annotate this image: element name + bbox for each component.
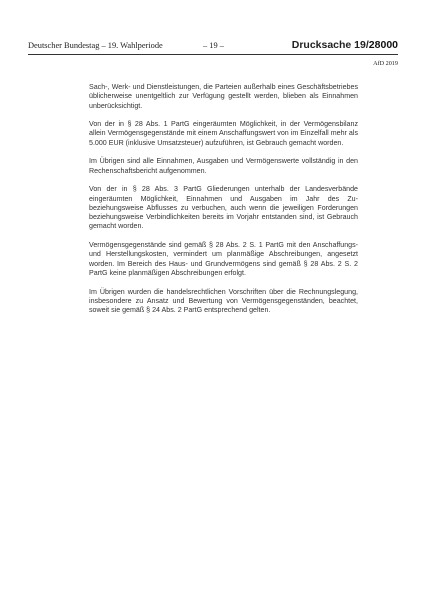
paragraph: Von der in § 28 Abs. 1 PartG eingeräumten Möglichkeit, in der Vermögensbilanz allein Vermögensgegenstände mit einem Anschaffungswert von im Einzelfall mehr als 5.000 EUR (inklusive Umsatzsteuer) aufzuführen, ist Gebrauch gemacht worden. xyxy=(89,120,358,147)
page-number: – 19 – xyxy=(203,41,224,50)
document-number xyxy=(292,39,398,51)
report-tag: AfD 2019 xyxy=(373,60,398,67)
paragraph: Von der in § 28 Abs. 3 PartG Gliederungen unterhalb der Landesverbände eingeräumten Möglichkeit, Einnahmen und Ausgaben im Jahr des Zu- beziehungsweise Abflusses zu verbuchen, auch wenn die jeweiligen Forderungen beziehungsweise Verbindlichkeiten bereits im Vorjahr entstanden sind, ist Gebrauch gemacht worden. xyxy=(89,185,358,231)
paragraph: Vermögensgegenstände sind gemäß § 28 Abs. 2 S. 1 PartG mit den Anschaffungs- und Herstellungskosten, vermindert um planmäßige Abschreibungen, angesetzt worden. Im Bereich des Haus- und Grundvermögens sind gemäß § 28 Abs. 2 S. 2 PartG keine planmäßigen Abschreibungen erfolgt. xyxy=(89,241,358,277)
paragraph: Im Übrigen sind alle Einnahmen, Ausgaben und Vermögenswerte vollständig in den Rechenschaftsbericht aufgenommen. xyxy=(89,157,358,175)
document-number-value: 28000 xyxy=(368,39,398,51)
header-publisher: Deutscher Bundestag – 19. Wahlperiode xyxy=(28,41,163,50)
document-number-label: Drucksache 19/ xyxy=(291,39,369,51)
paragraph: Sach-, Werk- und Dienstleistungen, die Parteien außerhalb eines Geschäftsbetriebes üblicherweise unentgeltlich zur Verfügung gestellt werden, blieben als Einnahmen unberücksichtigt. xyxy=(89,83,358,110)
paragraph: Im Übrigen wurden die handelsrechtlichen Vorschriften über die Rechnungslegung, insbesondere zu Ansatz und Bewertung von Vermögensgegenständen, beachtet, soweit sie gemäß § 24 Abs. 2 PartG entsprechend gelten. xyxy=(89,287,358,315)
page-header xyxy=(28,40,398,55)
document-body xyxy=(89,83,358,325)
